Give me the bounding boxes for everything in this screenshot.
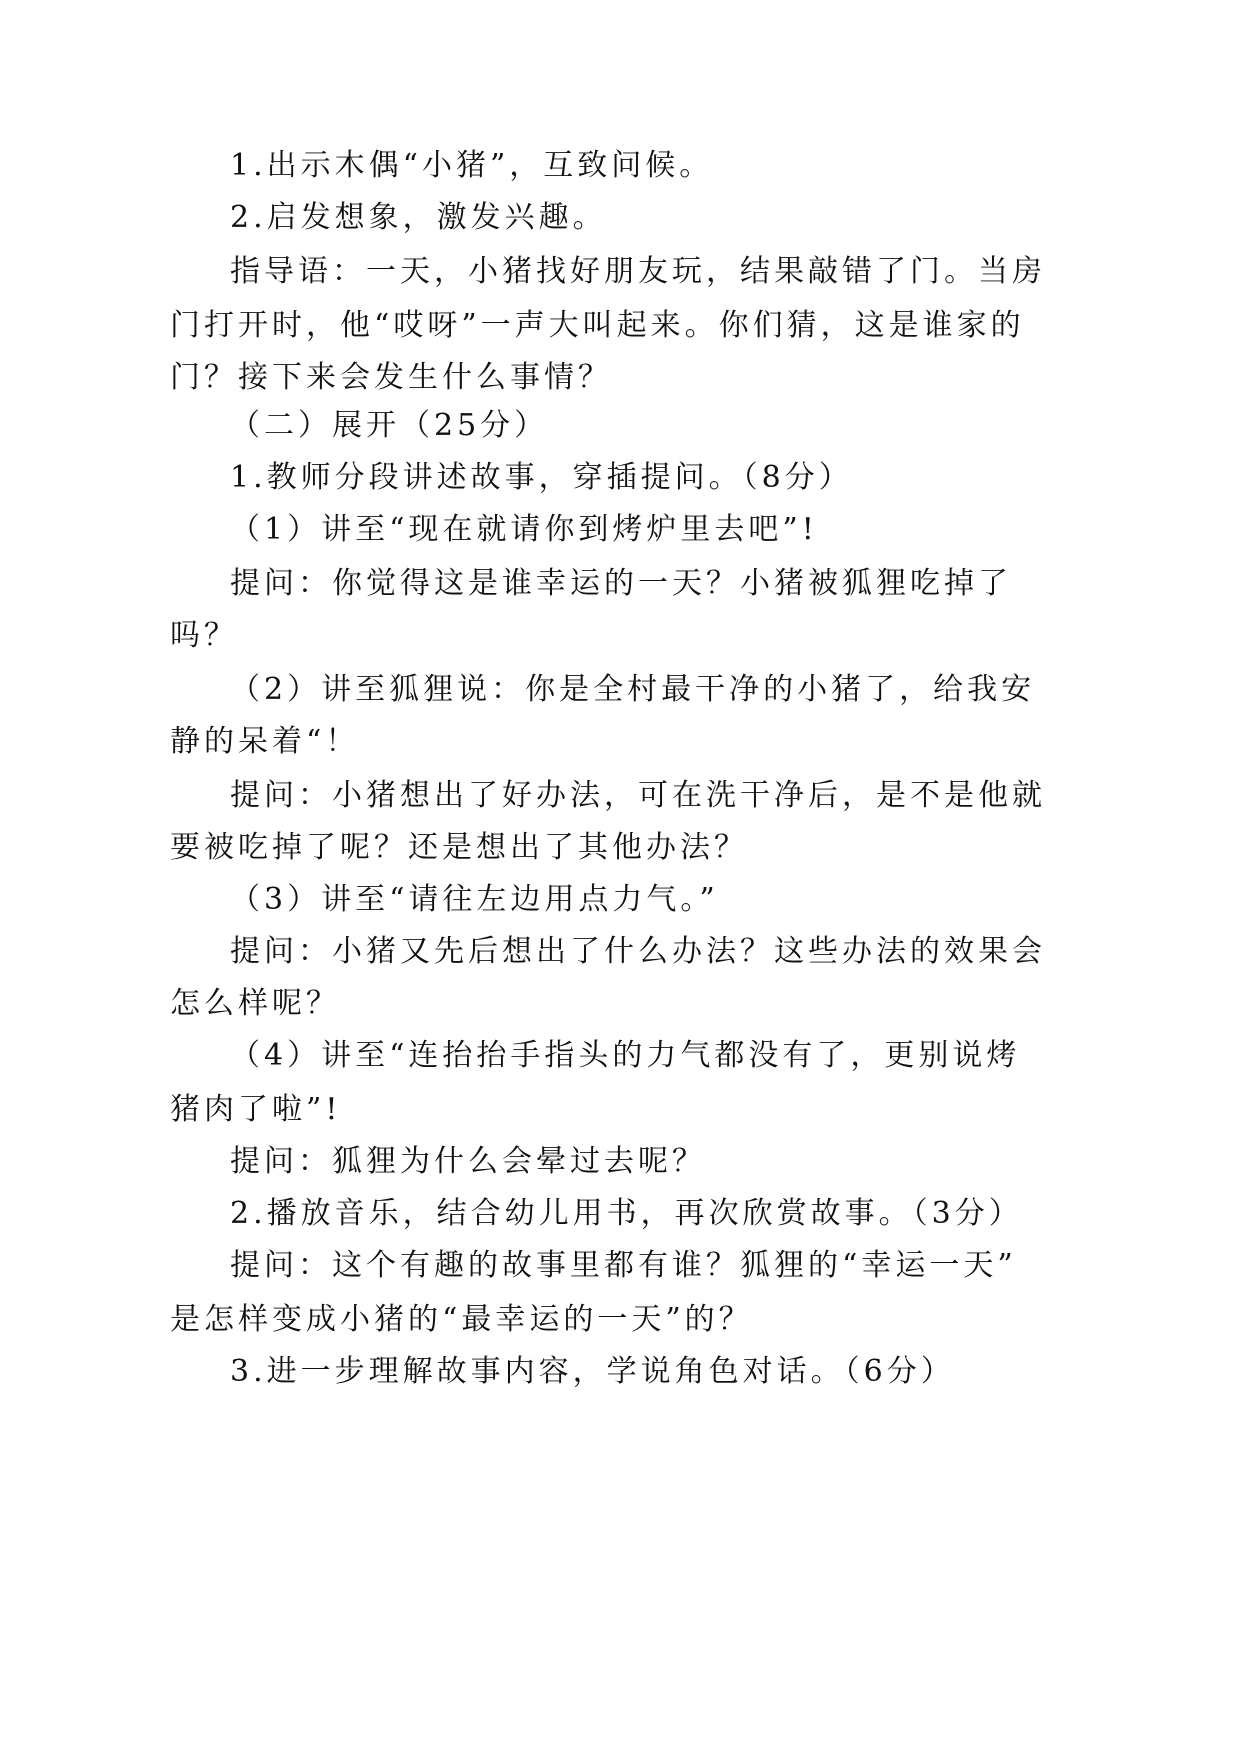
section-heading: （二）展开（25分） — [230, 408, 549, 443]
text-line: （2）讲至狐狸说：你是全村最干净的小猪了，给我安 — [230, 672, 1036, 707]
text-line: 吗？ — [170, 618, 238, 653]
text-line: 提问：小猪又先后想出了什么办法？这些办法的效果会 — [230, 934, 1046, 969]
text-line: 3.进一步理解故事内容，学说角色对话。（6分） — [230, 1354, 955, 1389]
text-line: 静的呆着“！ — [170, 724, 360, 759]
text-line: （1）讲至“现在就请你到烤炉里去吧”! — [230, 512, 818, 547]
text-line: 1.教师分段讲述故事，穿插提问。（8分） — [230, 460, 853, 495]
text-line: 2.启发想象，激发兴趣。 — [230, 200, 607, 235]
text-line: 提问：小猪想出了好办法，可在洗干净后，是不是他就 — [230, 778, 1046, 813]
text-line: 2.播放音乐，结合幼儿用书，再次欣赏故事。（3分） — [230, 1196, 1023, 1231]
text-line: 1.出示木偶“小猪”，互致问候。 — [230, 148, 714, 183]
text-line: 门打开时，他“哎呀”一声大叫起来。你们猜，这是谁家的 — [170, 308, 1025, 343]
text-line: 门？接下来会发生什么事情？ — [170, 360, 612, 395]
text-line: 要被吃掉了呢？还是想出了其他办法？ — [170, 830, 748, 865]
text-line: 猪肉了啦”! — [170, 1092, 342, 1127]
text-line: 指导语：一天，小猪找好朋友玩，结果敲错了门。当房 — [230, 254, 1046, 289]
text-line: 提问：这个有趣的故事里都有谁？狐狸的“幸运一天” — [230, 1248, 1017, 1283]
text-line: 怎么样呢？ — [170, 986, 340, 1021]
text-line: （3）讲至“请往左边用点力气。” — [230, 882, 719, 917]
text-line: 是怎样变成小猪的“最幸运的一天”的？ — [170, 1302, 753, 1337]
text-line: 提问：狐狸为什么会晕过去呢？ — [230, 1144, 706, 1179]
text-line: 提问：你觉得这是谁幸运的一天？小猪被狐狸吃掉了 — [230, 566, 1012, 601]
text-line: （4）讲至“连抬抬手指头的力气都没有了，更别说烤 — [230, 1038, 1021, 1073]
